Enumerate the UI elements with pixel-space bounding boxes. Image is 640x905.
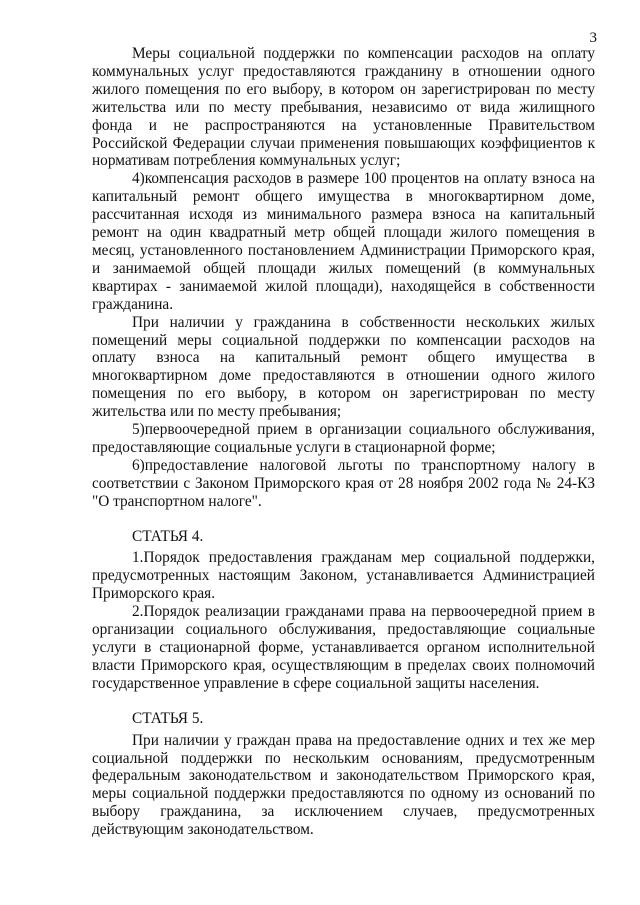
document-body <box>92 45 595 839</box>
section-spacer <box>92 693 595 710</box>
paragraph: Меры социальной поддержки по компенсации расходов на оплату коммунальных услуг предоставляются гражданину в отношении одного жилого помещения по его выбору, в котором он зарегистрирован по месту жительства или по месту пребывания, независимо от вида жилищного фонда и не распространяются на установленные Правительством Российской Федерации случаи применения повышающих коэффициентов к нормативам потребления коммунальных услуг; <box>92 45 595 170</box>
paragraph-item-5: 5)первоочередной прием в организации социального обслуживания, предоставляющие социальные услуги в стационарной форме; <box>92 421 595 456</box>
paragraph-item-6: 6)предоставление налоговой льготы по транспортному налогу в соответствии с Законом Приморского края от 28 ноября 2002 года № 24-КЗ "О транспортном налоге". <box>92 456 595 510</box>
article-5-heading: СТАТЬЯ 5. <box>132 709 204 727</box>
section-spacer <box>92 511 595 528</box>
paragraph: При наличии у гражданина в собственности нескольких жилых помещений меры социальной поддержки по компенсации расходов на оплату взноса на капитальный ремонт общего имущества в многоквартирном доме предоставляются в отношении одного жилого помещения по его выбору, в котором он зарегистрирован по месту жительства или по месту пребывания; <box>92 313 595 421</box>
article-4-heading: СТАТЬЯ 4. <box>132 527 204 545</box>
page-number: 3 <box>589 30 597 46</box>
article-4-paragraph-1: 1.Порядок предоставления гражданам мер социальной поддержки, предусмотренных настоящим Законом, устанавливается Администрацией Приморского края. <box>92 549 595 603</box>
paragraph-item-4: 4)компенсация расходов в размере 100 процентов на оплату взноса на капитальный ремонт общего имущества в многоквартирном доме, рассчитанная исходя из минимального размера взноса на капитальный ремонт на один квадратный метр общей площади жилого помещения в месяц, установленного постановлением Администрации Приморского края, и занимаемой общей площади жилых помещений (в коммунальных квартирах - занимаемой жилой площади), находящейся в собственности гражданина. <box>92 170 595 313</box>
article-5-paragraph-1: При наличии у граждан права на предоставление одних и тех же мер социальной поддержки по нескольким основаниям, предусмотренным федеральным законодательством и законодательством Приморского края, меры социальной поддержки предоставляются по одному из оснований по выбору гражданина, за исключением случаев, предусмотренных действующим законодательством. <box>92 731 595 839</box>
article-4-paragraph-2: 2.Порядок реализации гражданами права на первоочередной прием в организации социального обслуживания, предоставляющие социальные услуги в стационарной форме, устанавливается органом исполнительной власти Приморского края, осуществляющим в пределах своих полномочий государственное управление в сфере социальной защиты населения. <box>92 603 595 692</box>
